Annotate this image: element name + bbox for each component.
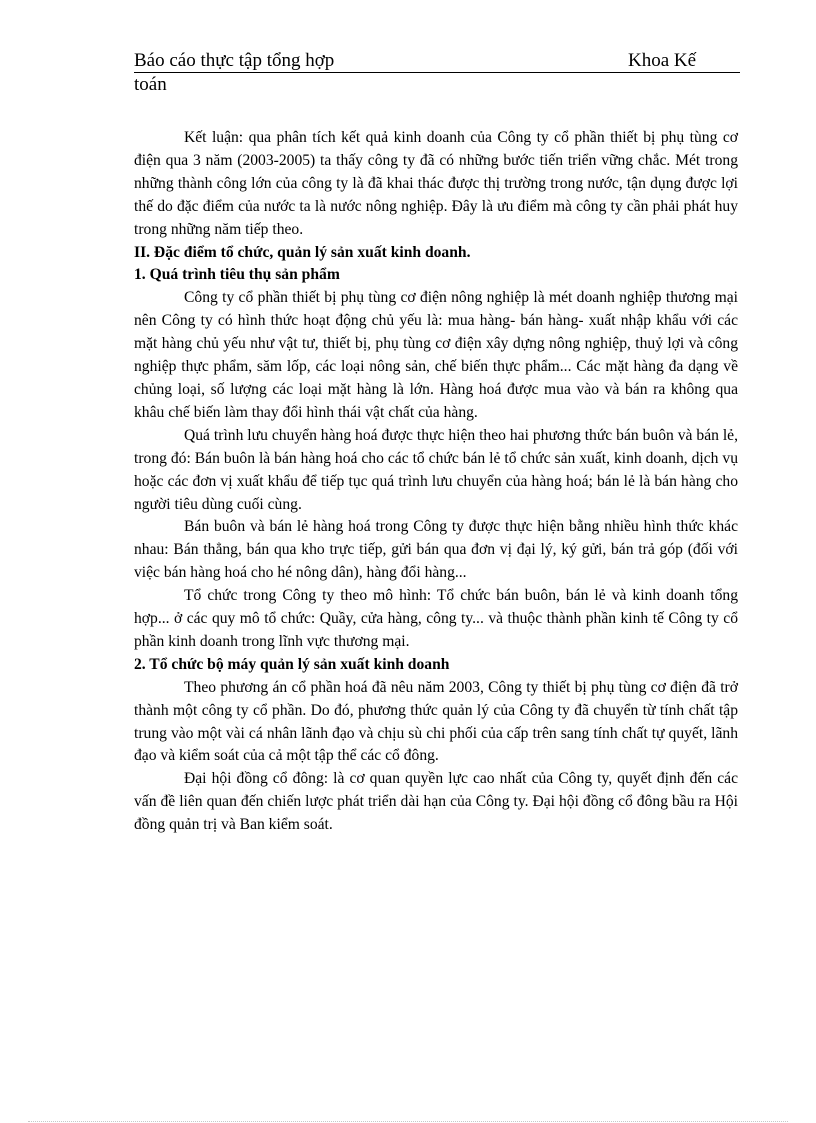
header-department: Khoa Kế xyxy=(628,50,697,71)
page-bottom-divider xyxy=(28,1121,788,1122)
section-heading-organization: II. Đặc điểm tổ chức, quản lý sản xuất kinh doanh. xyxy=(134,243,471,261)
header-department-continuation: toán xyxy=(134,74,167,95)
document-body xyxy=(134,127,738,837)
paragraph-company-activities: Công ty cổ phần thiết bị phụ tùng cơ điện nông nghiệp là mét doanh nghiệp thương mại nên Công ty có hình thức hoạt động chủ yếu là: mua hàng- bán hàng- xuất nhập khẩu với các mặt hàng chủ yếu như vật tư, thiết bị, phụ tùng cơ điện xây dựng nông nghiệp, thuỷ lợi và công nghiệp thực phẩm, săm lốp, các loại nông sản, chế biến thực phẩm... Các mặt hàng đa dạng về chủng loại, số lượng các loại mặt hàng là lớn. Hàng hoá được mua vào và bán ra không qua khâu chế biến làm thay đổi hình thái vật chất của hàng. xyxy=(134,289,738,421)
subheading-consumption-process: 1. Quá trình tiêu thụ sản phẩm xyxy=(134,266,340,284)
paragraph-equitization: Theo phương án cổ phần hoá đã nêu năm 2003, Công ty thiết bị phụ tùng cơ điện đã trở thành một công ty cổ phần. Do đó, phương thức quản lý của Công ty đã chuyển từ tính chất tập trung vào một vài cá nhân lãnh đạo và chịu sù chi phối của cấp trên sang tính chất tự quyết, lãnh đạo và kiểm soát của cả một tập thể các cổ đông. xyxy=(134,678,738,765)
paragraph-circulation-process: Quá trình lưu chuyển hàng hoá được thực hiện theo hai phương thức bán buôn và bán lẻ, trong đó: Bán buôn là bán hàng hoá cho các tổ chức bán lẻ tổ chức sản xuất, kinh doanh, dịch vụ hoặc các đơn vị xuất khẩu để tiếp tục quá trình lưu chuyển của hàng hoá; bán lẻ là bán hàng cho người tiêu dùng cuối cùng. xyxy=(134,426,738,513)
page-header xyxy=(134,50,740,97)
subheading-management-structure: 2. Tổ chức bộ máy quản lý sản xuất kinh doanh xyxy=(134,655,450,673)
header-rule-line xyxy=(134,50,740,73)
paragraph-shareholders-meeting: Đại hội đồng cổ đông: là cơ quan quyền lực cao nhất của Công ty, quyết định đến các vấn đề liên quan đến chiến lược phát triển dài hạn của Công ty. Đại hội đồng cổ đông bầu ra Hội đồng quản trị và Ban kiểm soát. xyxy=(134,770,738,834)
header-report-title: Báo cáo thực tập tổng hợp xyxy=(134,50,335,71)
paragraph-conclusion: Kết luận: qua phân tích kết quả kinh doanh của Công ty cổ phần thiết bị phụ tùng cơ điện qua 3 năm (2003-2005) ta thấy công ty đã có những bước tiến triển vững chắc. Mét trong những thành công lớn của công ty là đã khai thác được thị trường trong nước, tận dụng được lợi thế do đặc điểm của nước ta là nước nông nghiệp. Đây là ưu điểm mà công ty cần phải phát huy trong những năm tiếp theo. xyxy=(134,129,738,238)
paragraph-organization-model: Tổ chức trong Công ty theo mô hình: Tổ chức bán buôn, bán lẻ và kinh doanh tổng hợp... ở các quy mô tổ chức: Quầy, cửa hàng, công ty... và thuộc thành phần kinh tế Công ty cổ phần kinh doanh trong lĩnh vực thương mại. xyxy=(134,587,738,650)
paragraph-sales-forms: Bán buôn và bán lẻ hàng hoá trong Công ty được thực hiện bằng nhiều hình thức khác nhau: Bán thẳng, bán qua kho trực tiếp, gửi bán qua đơn vị đại lý, ký gửi, bán trả góp (đối với việc bán hàng hoá cho hé nông dân), hàng đổi hàng... xyxy=(134,518,738,582)
